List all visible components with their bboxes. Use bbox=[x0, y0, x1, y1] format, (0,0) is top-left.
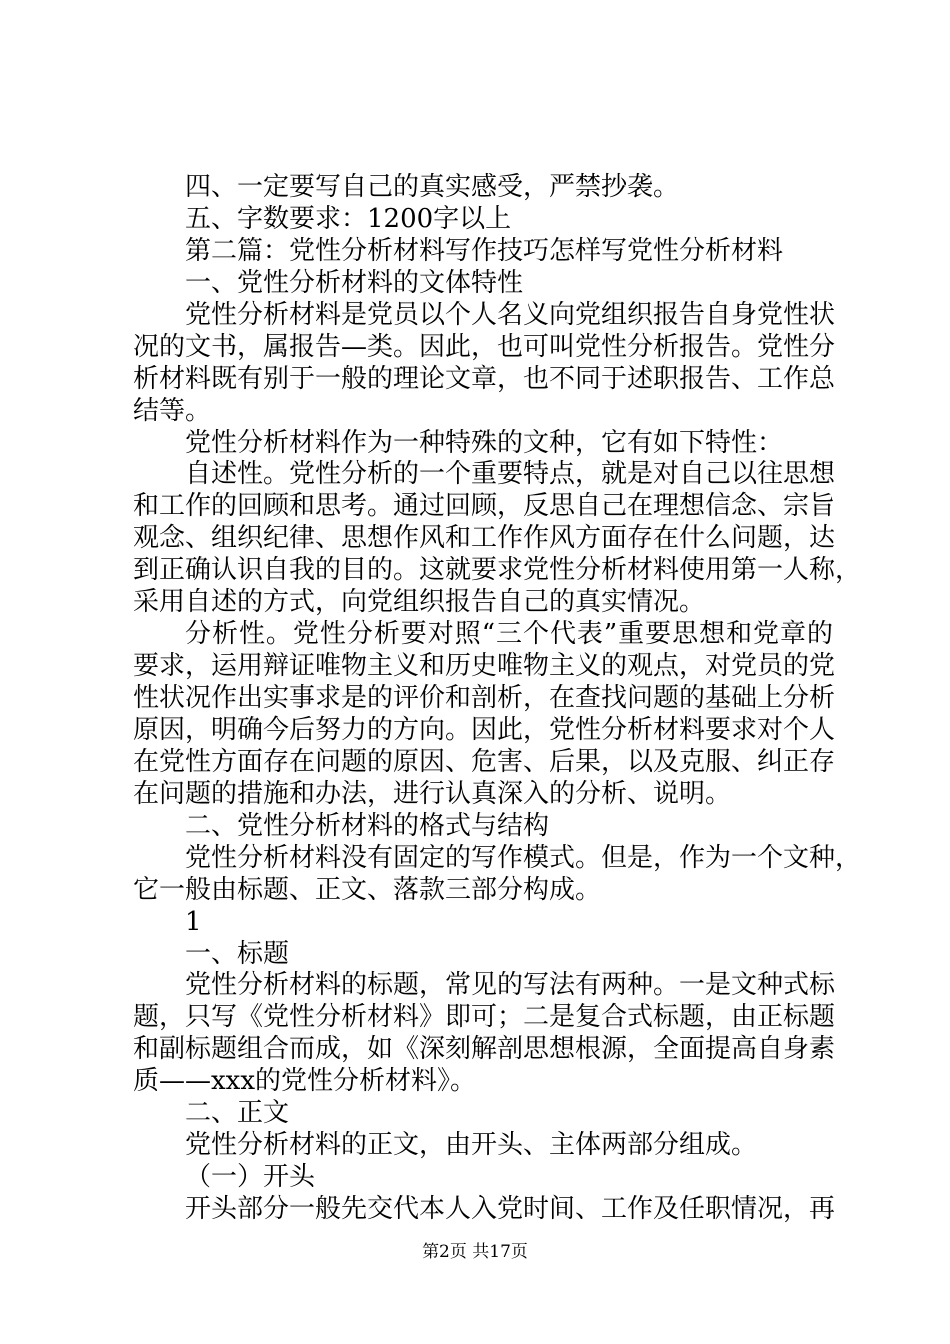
text-line: 分析性。党性分析要对照“三个代表”重要思想和党章的 bbox=[185, 619, 833, 650]
text-line: 在问题的措施和办法，进行认真深入的分析、说明。 bbox=[133, 778, 732, 809]
text-line: 和工作的回顾和思考。通过回顾，反思自己在理想信念、宗旨 bbox=[133, 491, 836, 522]
text-line: 党性分析材料作为一种特殊的文种，它有如下特性： bbox=[185, 427, 784, 458]
text-line: 在党性方面存在问题的原因、危害、后果，以及克服、纠正存 bbox=[133, 746, 836, 777]
text-line: 要求，运用辩证唯物主义和历史唯物主义的观点，对党员的党 bbox=[133, 651, 836, 682]
heading: （一）开头 bbox=[185, 1162, 316, 1193]
heading: 二、正文 bbox=[185, 1098, 290, 1129]
text-line: 观念、组织纪律、思想作风和工作作风方面存在什么问题，达 bbox=[133, 523, 836, 554]
text-line: 和副标题组合而成，如《深刻解剖思想根源，全面提高自身素 bbox=[133, 1034, 836, 1065]
text-line: 自述性。党性分析的一个重要特点，就是对自己以往思想 bbox=[185, 459, 836, 490]
text-line: 题，只写《党性分析材料》即可；二是复合式标题，由正标题 bbox=[133, 1002, 836, 1033]
text-line: 析材料既有别于一般的理论文章，也不同于述职报告、工作总 bbox=[133, 363, 836, 394]
page-marker: 1 bbox=[185, 906, 202, 937]
text-line: 性状况作出实事求是的评价和剖析，在查找问题的基础上分析 bbox=[133, 683, 836, 713]
heading: 一、党性分析材料的文体特性 bbox=[185, 267, 524, 298]
text-line: 五、字数要求：1200字以上 bbox=[185, 203, 512, 234]
text-line: 结等。 bbox=[133, 395, 212, 426]
text-line: 开头部分一般先交代本人入党时间、工作及任职情况，再 bbox=[185, 1194, 836, 1224]
text-line: 质——xxx的党性分析材料》。 bbox=[133, 1066, 476, 1097]
text-line: 四、一定要写自己的真实感受，严禁抄袭。 bbox=[185, 172, 680, 202]
heading: 二、党性分析材料的格式与结构 bbox=[185, 810, 550, 841]
text-line: 况的文书，属报告—类。因此，也可叫党性分析报告。党性分 bbox=[133, 331, 836, 362]
heading: 一、标题 bbox=[185, 938, 290, 969]
text-line: 它一般由标题、正文、落款三部分构成。 bbox=[133, 874, 602, 905]
section-title: 第二篇：党性分析材料写作技巧怎样写党性分析材料 bbox=[185, 235, 784, 266]
text-line: 党性分析材料的正文，由开头、主体两部分组成。 bbox=[185, 1130, 758, 1161]
text-line: 采用自述的方式，向党组织报告自己的真实情况。 bbox=[133, 587, 706, 618]
document-body bbox=[133, 172, 862, 1226]
text-line: 到正确认识自我的目的。这就要求党性分析材料使用第一人称， bbox=[133, 555, 862, 586]
text-line: 党性分析材料没有固定的写作模式。但是，作为一个文种， bbox=[185, 842, 862, 873]
text-line: 党性分析材料的标题，常见的写法有两种。一是文种式标 bbox=[185, 970, 836, 1001]
text-line: 原因，明确今后努力的方向。因此，党性分析材料要求对个人 bbox=[133, 714, 836, 745]
page-footer: 第2页 共17页 bbox=[422, 1242, 528, 1262]
text-line: 党性分析材料是党员以个人名义向党组织报告自身党性状 bbox=[185, 299, 836, 330]
